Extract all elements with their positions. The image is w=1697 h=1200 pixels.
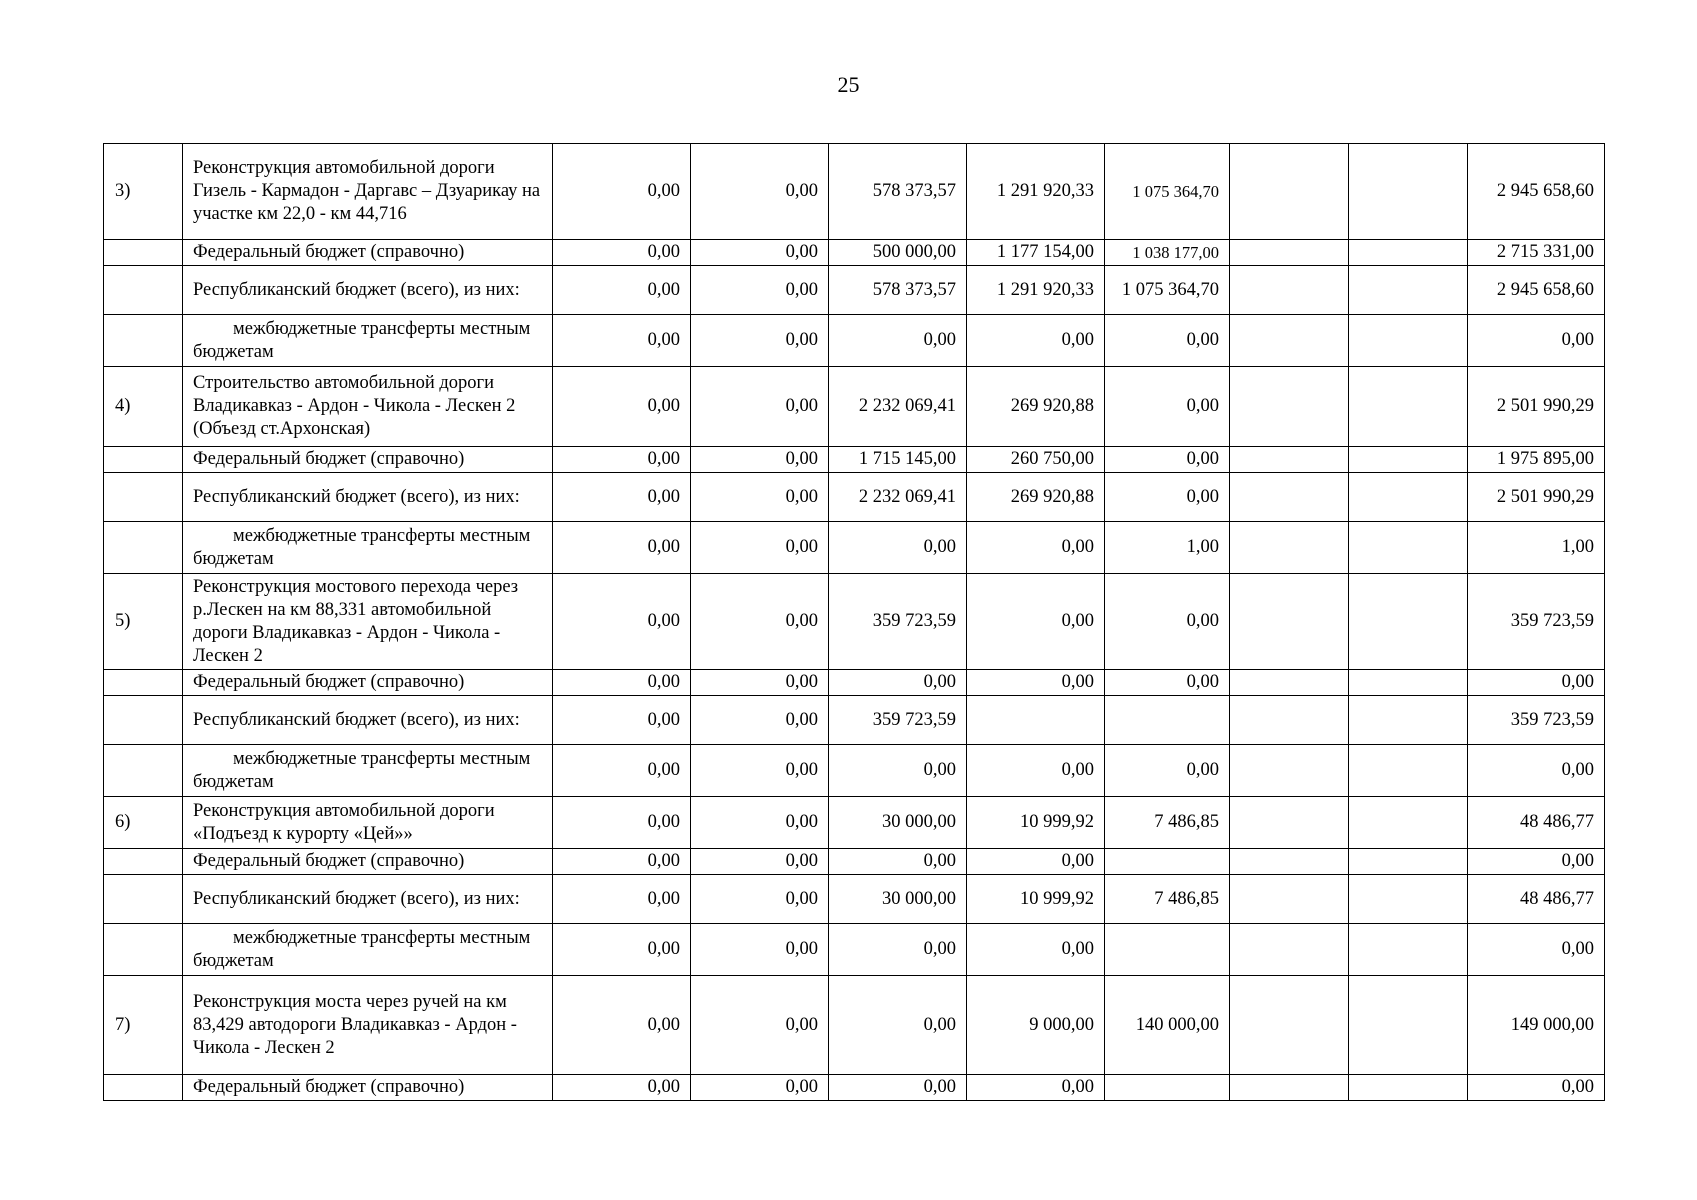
project-row xyxy=(104,574,1605,670)
value-cell xyxy=(1230,696,1349,745)
value-cell: 0,00 xyxy=(553,745,691,797)
value-cell xyxy=(1105,696,1230,745)
value-cell: 0,00 xyxy=(691,574,829,670)
federal-row xyxy=(104,849,1605,875)
value-cell: 578 373,57 xyxy=(829,266,967,315)
value-cell: 0,00 xyxy=(829,745,967,797)
value-cell: 359 723,59 xyxy=(829,696,967,745)
value-cell: 260 750,00 xyxy=(967,447,1105,473)
value-cell xyxy=(1349,797,1468,849)
value-cell: 0,00 xyxy=(691,976,829,1075)
value-cell: 0,00 xyxy=(1468,924,1605,976)
value-cell: 0,00 xyxy=(1105,473,1230,522)
row-index xyxy=(104,924,183,976)
value-cell: 2 501 990,29 xyxy=(1468,473,1605,522)
value-cell xyxy=(1230,797,1349,849)
value-cell xyxy=(1230,367,1349,447)
value-cell xyxy=(1230,447,1349,473)
value-cell xyxy=(1230,266,1349,315)
value-cell xyxy=(1105,924,1230,976)
republic-row xyxy=(104,875,1605,924)
transfer-row xyxy=(104,745,1605,797)
value-cell: 0,00 xyxy=(691,266,829,315)
value-cell xyxy=(1349,696,1468,745)
value-cell: 0,00 xyxy=(1105,670,1230,696)
republic-row xyxy=(104,473,1605,522)
value-cell: 1 177 154,00 xyxy=(967,240,1105,266)
value-cell xyxy=(1349,1075,1468,1101)
value-cell: 0,00 xyxy=(1105,447,1230,473)
value-cell xyxy=(1349,473,1468,522)
value-cell: 0,00 xyxy=(967,924,1105,976)
value-cell: 1,00 xyxy=(1105,522,1230,574)
row-index xyxy=(104,696,183,745)
value-cell: 0,00 xyxy=(553,849,691,875)
value-cell: 0,00 xyxy=(691,473,829,522)
value-cell: 0,00 xyxy=(829,849,967,875)
row-index xyxy=(104,745,183,797)
value-cell: 10 999,92 xyxy=(967,797,1105,849)
project-row xyxy=(104,144,1605,240)
value-cell: 2 501 990,29 xyxy=(1468,367,1605,447)
value-cell: 0,00 xyxy=(1105,315,1230,367)
transfer-row xyxy=(104,522,1605,574)
value-cell: 0,00 xyxy=(553,875,691,924)
value-cell xyxy=(1230,473,1349,522)
value-cell xyxy=(1349,574,1468,670)
row-description: межбюджетные трансферты местным бюджетам xyxy=(183,522,553,574)
value-cell: 0,00 xyxy=(829,522,967,574)
value-cell: 0,00 xyxy=(1468,670,1605,696)
row-index: 4) xyxy=(104,367,183,447)
value-cell xyxy=(1349,976,1468,1075)
value-cell: 0,00 xyxy=(829,976,967,1075)
value-cell: 0,00 xyxy=(553,670,691,696)
transfer-row xyxy=(104,924,1605,976)
value-cell: 1 975 895,00 xyxy=(1468,447,1605,473)
value-cell: 0,00 xyxy=(553,1075,691,1101)
value-cell xyxy=(1230,315,1349,367)
value-cell xyxy=(1230,745,1349,797)
value-cell: 0,00 xyxy=(553,473,691,522)
project-row xyxy=(104,797,1605,849)
value-cell xyxy=(1349,670,1468,696)
value-cell: 0,00 xyxy=(553,266,691,315)
value-cell: 1,00 xyxy=(1468,522,1605,574)
value-cell: 359 723,59 xyxy=(1468,574,1605,670)
value-cell: 0,00 xyxy=(1468,745,1605,797)
row-description: Реконструкция мостового перехода через р.Лескен на км 88,331 автомобильной дороги Владикавказ - Ардон - Чикола - Лескен 2 xyxy=(183,574,553,670)
value-cell: 0,00 xyxy=(967,315,1105,367)
value-cell: 30 000,00 xyxy=(829,797,967,849)
value-cell: 0,00 xyxy=(967,849,1105,875)
value-cell: 1 075 364,70 xyxy=(1105,144,1230,240)
value-cell xyxy=(1230,976,1349,1075)
value-cell: 1 075 364,70 xyxy=(1105,266,1230,315)
value-cell: 10 999,92 xyxy=(967,875,1105,924)
value-cell: 1 291 920,33 xyxy=(967,144,1105,240)
value-cell xyxy=(1349,924,1468,976)
row-index: 7) xyxy=(104,976,183,1075)
row-description: Строительство автомобильной дороги Владикавказ - Ардон - Чикола - Лескен 2 (Объезд ст.Архонская) xyxy=(183,367,553,447)
value-cell: 0,00 xyxy=(829,670,967,696)
row-description: Федеральный бюджет (справочно) xyxy=(183,1075,553,1101)
value-cell xyxy=(1349,875,1468,924)
value-cell: 1 291 920,33 xyxy=(967,266,1105,315)
project-row xyxy=(104,367,1605,447)
value-cell xyxy=(1230,1075,1349,1101)
value-cell: 0,00 xyxy=(967,670,1105,696)
row-description: межбюджетные трансферты местным бюджетам xyxy=(183,924,553,976)
value-cell: 269 920,88 xyxy=(967,473,1105,522)
project-row xyxy=(104,976,1605,1075)
row-description: межбюджетные трансферты местным бюджетам xyxy=(183,745,553,797)
value-cell: 0,00 xyxy=(691,670,829,696)
value-cell: 0,00 xyxy=(829,315,967,367)
value-cell xyxy=(1105,849,1230,875)
row-description: Федеральный бюджет (справочно) xyxy=(183,240,553,266)
value-cell: 0,00 xyxy=(967,1075,1105,1101)
page-number: 25 xyxy=(837,72,860,97)
value-cell xyxy=(967,696,1105,745)
federal-row xyxy=(104,1075,1605,1101)
federal-row xyxy=(104,670,1605,696)
value-cell xyxy=(1349,367,1468,447)
value-cell: 0,00 xyxy=(691,875,829,924)
value-cell: 0,00 xyxy=(1105,574,1230,670)
value-cell xyxy=(1349,447,1468,473)
value-cell: 0,00 xyxy=(829,1075,967,1101)
value-cell xyxy=(1349,745,1468,797)
value-cell: 7 486,85 xyxy=(1105,797,1230,849)
value-cell: 48 486,77 xyxy=(1468,797,1605,849)
value-cell: 0,00 xyxy=(691,144,829,240)
value-cell: 0,00 xyxy=(1468,315,1605,367)
row-index xyxy=(104,315,183,367)
value-cell: 0,00 xyxy=(691,315,829,367)
row-index xyxy=(104,447,183,473)
value-cell: 359 723,59 xyxy=(1468,696,1605,745)
value-cell: 30 000,00 xyxy=(829,875,967,924)
row-index xyxy=(104,240,183,266)
value-cell: 0,00 xyxy=(553,924,691,976)
value-cell: 0,00 xyxy=(553,976,691,1075)
row-description: Федеральный бюджет (справочно) xyxy=(183,670,553,696)
value-cell: 2 232 069,41 xyxy=(829,367,967,447)
value-cell: 7 486,85 xyxy=(1105,875,1230,924)
value-cell: 0,00 xyxy=(1105,367,1230,447)
republic-row xyxy=(104,696,1605,745)
row-index xyxy=(104,875,183,924)
value-cell xyxy=(1349,266,1468,315)
value-cell: 0,00 xyxy=(967,574,1105,670)
row-description: Республиканский бюджет (всего), из них: xyxy=(183,875,553,924)
row-description: межбюджетные трансферты местным бюджетам xyxy=(183,315,553,367)
value-cell: 2 945 658,60 xyxy=(1468,266,1605,315)
row-description: Федеральный бюджет (справочно) xyxy=(183,849,553,875)
row-description: Реконструкция автомобильной дороги Гизель - Кармадон - Даргавс – Дзуарикау на участке км 22,0 - км 44,716 xyxy=(183,144,553,240)
value-cell: 0,00 xyxy=(553,315,691,367)
value-cell xyxy=(1349,144,1468,240)
federal-row xyxy=(104,240,1605,266)
value-cell: 0,00 xyxy=(691,849,829,875)
value-cell: 0,00 xyxy=(553,447,691,473)
value-cell: 0,00 xyxy=(691,1075,829,1101)
value-cell: 2 945 658,60 xyxy=(1468,144,1605,240)
value-cell: 0,00 xyxy=(967,522,1105,574)
value-cell: 0,00 xyxy=(1468,849,1605,875)
value-cell xyxy=(1349,522,1468,574)
row-index xyxy=(104,1075,183,1101)
value-cell: 48 486,77 xyxy=(1468,875,1605,924)
federal-row xyxy=(104,447,1605,473)
value-cell xyxy=(1230,522,1349,574)
value-cell xyxy=(1230,144,1349,240)
transfer-row xyxy=(104,315,1605,367)
row-description: Республиканский бюджет (всего), из них: xyxy=(183,696,553,745)
value-cell: 0,00 xyxy=(553,144,691,240)
republic-row xyxy=(104,266,1605,315)
value-cell: 0,00 xyxy=(553,240,691,266)
value-cell xyxy=(1230,240,1349,266)
value-cell xyxy=(1349,849,1468,875)
value-cell: 0,00 xyxy=(691,745,829,797)
value-cell: 0,00 xyxy=(691,240,829,266)
value-cell: 140 000,00 xyxy=(1105,976,1230,1075)
row-index xyxy=(104,473,183,522)
value-cell xyxy=(1230,574,1349,670)
value-cell: 0,00 xyxy=(691,696,829,745)
row-index: 6) xyxy=(104,797,183,849)
value-cell: 0,00 xyxy=(691,447,829,473)
value-cell: 2 232 069,41 xyxy=(829,473,967,522)
value-cell xyxy=(1230,875,1349,924)
row-description: Реконструкция моста через ручей на км 83,429 автодороги Владикавказ - Ардон - Чикола - Лескен 2 xyxy=(183,976,553,1075)
row-index: 5) xyxy=(104,574,183,670)
row-description: Республиканский бюджет (всего), из них: xyxy=(183,473,553,522)
value-cell: 578 373,57 xyxy=(829,144,967,240)
value-cell: 0,00 xyxy=(691,797,829,849)
row-index xyxy=(104,522,183,574)
value-cell xyxy=(1230,849,1349,875)
value-cell: 0,00 xyxy=(829,924,967,976)
row-index: 3) xyxy=(104,144,183,240)
value-cell: 500 000,00 xyxy=(829,240,967,266)
value-cell: 359 723,59 xyxy=(829,574,967,670)
value-cell: 0,00 xyxy=(691,367,829,447)
value-cell: 269 920,88 xyxy=(967,367,1105,447)
value-cell: 149 000,00 xyxy=(1468,976,1605,1075)
value-cell: 1 038 177,00 xyxy=(1105,240,1230,266)
row-index xyxy=(104,849,183,875)
table-body xyxy=(104,144,1605,1101)
value-cell: 0,00 xyxy=(553,367,691,447)
row-index xyxy=(104,266,183,315)
value-cell xyxy=(1230,670,1349,696)
value-cell xyxy=(1105,1075,1230,1101)
value-cell: 0,00 xyxy=(967,745,1105,797)
value-cell: 2 715 331,00 xyxy=(1468,240,1605,266)
budget-table xyxy=(103,143,1605,1101)
row-index xyxy=(104,670,183,696)
value-cell: 0,00 xyxy=(553,522,691,574)
value-cell xyxy=(1349,240,1468,266)
value-cell: 0,00 xyxy=(553,797,691,849)
value-cell: 0,00 xyxy=(1468,1075,1605,1101)
value-cell: 0,00 xyxy=(1105,745,1230,797)
value-cell xyxy=(1349,315,1468,367)
value-cell: 0,00 xyxy=(691,522,829,574)
row-description: Федеральный бюджет (справочно) xyxy=(183,447,553,473)
value-cell: 1 715 145,00 xyxy=(829,447,967,473)
value-cell xyxy=(1230,924,1349,976)
row-description: Реконструкция автомобильной дороги «Подъезд к курорту «Цей»» xyxy=(183,797,553,849)
value-cell: 0,00 xyxy=(691,924,829,976)
value-cell: 9 000,00 xyxy=(967,976,1105,1075)
value-cell: 0,00 xyxy=(553,696,691,745)
row-description: Республиканский бюджет (всего), из них: xyxy=(183,266,553,315)
value-cell: 0,00 xyxy=(553,574,691,670)
